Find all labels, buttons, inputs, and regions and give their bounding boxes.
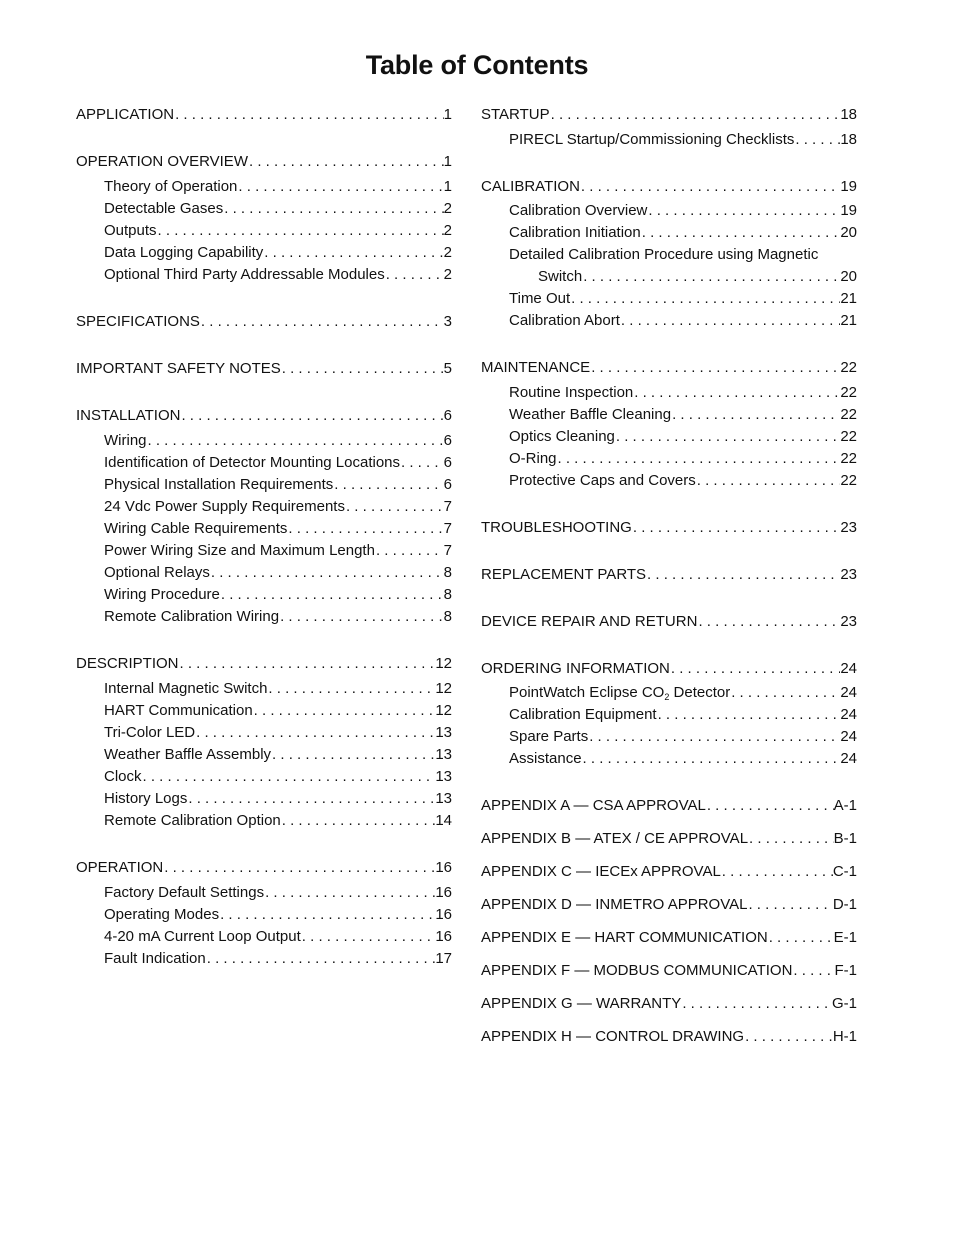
leader-dots: [271, 744, 435, 766]
leader-dots: [590, 357, 840, 379]
toc-entry-label: Routine Inspection: [509, 384, 634, 401]
toc-subentry[interactable]: [76, 904, 452, 926]
toc-entry-label: APPENDIX F — MODBUS COMMUNICATION: [481, 962, 793, 979]
leader-dots: [748, 828, 834, 850]
toc-entry[interactable]: [481, 960, 857, 982]
toc-entry-label: Remote Calibration Option: [104, 812, 281, 829]
toc-entry-label: DESCRIPTION: [76, 655, 179, 672]
toc-subentry[interactable]: [481, 310, 857, 332]
toc-subentry[interactable]: [76, 220, 452, 242]
toc-entry-label: Remote Calibration Wiring: [104, 608, 280, 625]
toc-entry[interactable]: [481, 795, 857, 817]
leader-dots: [768, 927, 834, 949]
toc-entry-label: APPENDIX G — WARRANTY: [481, 995, 682, 1012]
toc-entry-page: 24: [840, 728, 857, 745]
toc-entry-page: 1: [443, 153, 452, 170]
leader-dots: [550, 104, 841, 126]
toc-entry-label: Wiring: [104, 432, 147, 449]
leader-dots: [696, 470, 841, 492]
toc-subentry[interactable]: [76, 678, 452, 700]
toc-entry-page: B-1: [833, 830, 857, 847]
toc-entry-page: 24: [840, 684, 857, 701]
toc-entry-label: Calibration Overview: [509, 202, 648, 219]
toc-entry-label: Wiring Procedure: [104, 586, 220, 603]
toc-entry-label: Optics Cleaning: [509, 428, 615, 445]
toc-entry-label: Assistance: [509, 750, 582, 767]
toc-entry-page: 13: [435, 790, 452, 807]
leader-dots: [219, 904, 435, 926]
toc-entry[interactable]: [76, 405, 452, 427]
toc-entry[interactable]: [76, 653, 452, 675]
toc-entry-label: Calibration Equipment: [509, 706, 657, 723]
page-title: Table of Contents: [365, 50, 589, 80]
toc-entry[interactable]: [481, 357, 857, 379]
leader-dots: [647, 200, 840, 222]
toc-entry[interactable]: [481, 861, 857, 883]
toc-entry-label: 24 Vdc Power Supply Requirements: [104, 498, 345, 515]
toc-entry-label: Optional Relays: [104, 564, 210, 581]
leader-dots: [706, 795, 834, 817]
toc-entry-page: 13: [435, 746, 452, 763]
toc-entry-label: APPENDIX B — ATEX / CE APPROVAL: [481, 830, 749, 847]
toc-subentry[interactable]: [481, 748, 857, 770]
toc-entry-label: IMPORTANT SAFETY NOTES: [76, 360, 281, 377]
toc-subentry[interactable]: [76, 882, 452, 904]
toc-entry-label: APPENDIX A — CSA APPROVAL: [481, 797, 706, 814]
leader-dots: [147, 430, 444, 452]
toc-entry-label: APPLICATION: [76, 106, 175, 123]
toc-entry[interactable]: [481, 828, 857, 850]
leader-dots: [187, 788, 435, 810]
leader-dots: [263, 242, 443, 264]
toc-entry-label: SPECIFICATIONS: [76, 313, 200, 330]
leader-dots: [633, 382, 840, 404]
toc-entry-page: 12: [435, 680, 452, 697]
leader-dots: [744, 1026, 833, 1048]
toc-entry-page: 22: [840, 428, 857, 445]
toc-entry[interactable]: [481, 611, 857, 633]
toc-subentry[interactable]: [76, 198, 452, 220]
toc-entry-page: 23: [840, 613, 857, 630]
toc-entry-label: PIRECL Startup/Commissioning Checklists: [509, 131, 795, 148]
leader-dots: [206, 948, 436, 970]
toc-entry-page: 20: [840, 268, 857, 285]
toc-subentry[interactable]: [76, 700, 452, 722]
leader-dots: [582, 266, 840, 288]
leader-dots: [200, 311, 444, 333]
leader-dots: [557, 448, 841, 470]
toc-entry-label: Outputs: [104, 222, 157, 239]
leader-dots: [646, 564, 840, 586]
leader-dots: [400, 452, 444, 474]
leader-dots: [179, 653, 436, 675]
leader-dots: [570, 288, 840, 310]
toc-entry-page: 12: [435, 702, 452, 719]
subscript: 2: [664, 692, 670, 702]
toc-entry-page: 24: [840, 660, 857, 677]
toc-entry-label: Optional Third Party Addressable Modules: [104, 266, 385, 283]
toc-entry-page: 18: [840, 106, 857, 123]
toc-subentry[interactable]: [481, 704, 857, 726]
leader-dots: [345, 496, 444, 518]
leader-dots: [281, 358, 444, 380]
toc-entry-label: Fault Indication: [104, 950, 206, 967]
toc-subentry[interactable]: [76, 722, 452, 744]
leader-dots: [142, 766, 436, 788]
toc-subentry[interactable]: [76, 810, 452, 832]
leader-dots: [180, 405, 443, 427]
toc-entry-label: OPERATION OVERVIEW: [76, 153, 248, 170]
toc-entry-label: OPERATION: [76, 859, 164, 876]
toc-entry-page: 18: [840, 131, 857, 148]
toc-entry[interactable]: [481, 1026, 857, 1048]
toc-subentry[interactable]: [481, 426, 857, 448]
leader-dots: [157, 220, 444, 242]
leader-dots: [632, 517, 840, 539]
toc-column-left: [76, 104, 452, 970]
toc-entry[interactable]: [76, 104, 452, 126]
toc-entry-page: 2: [443, 244, 452, 261]
leader-dots: [220, 584, 444, 606]
toc-entry-page: 7: [443, 542, 452, 559]
toc-entry-page: 19: [840, 178, 857, 195]
leader-dots: [375, 540, 444, 562]
toc-entry-label: Weather Baffle Cleaning: [509, 406, 672, 423]
leader-dots: [223, 198, 443, 220]
toc-entry-label: REPLACEMENT PARTS: [481, 566, 647, 583]
toc-entry-page: 16: [435, 906, 452, 923]
leader-dots: [794, 129, 840, 151]
toc-entry-label-part: Detector: [669, 684, 731, 701]
toc-entry-label: History Logs: [104, 790, 188, 807]
toc-subentry[interactable]: [76, 264, 452, 286]
toc-subentry[interactable]: [76, 540, 452, 562]
leader-dots: [301, 926, 436, 948]
toc-subentry[interactable]: [76, 430, 452, 452]
leader-dots: [657, 704, 841, 726]
toc-entry-label: Weather Baffle Assembly: [104, 746, 272, 763]
leader-dots: [580, 176, 840, 198]
toc-subentry[interactable]: [76, 496, 452, 518]
toc-subentry[interactable]: [481, 470, 857, 492]
toc-entry-page: C-1: [832, 863, 857, 880]
toc-subentry[interactable]: [76, 176, 452, 198]
toc-entry-page: 22: [840, 384, 857, 401]
leader-dots: [267, 678, 435, 700]
toc-entry-page: 6: [443, 432, 452, 449]
toc-entry-label: Detailed Calibration Procedure using Magnetic: [509, 246, 819, 263]
leader-dots: [264, 882, 435, 904]
toc-entry-page: 23: [840, 519, 857, 536]
toc-entry[interactable]: [76, 311, 452, 333]
toc-subentry[interactable]: [76, 474, 452, 496]
toc-entry-page: 5: [443, 360, 452, 377]
toc-entry-page: 2: [443, 200, 452, 217]
toc-entry[interactable]: [481, 564, 857, 586]
leader-dots: [641, 222, 841, 244]
leader-dots: [253, 700, 436, 722]
toc-entry-label: STARTUP: [481, 106, 550, 123]
toc-entry-page: 21: [840, 290, 857, 307]
toc-subentry[interactable]: [481, 200, 857, 222]
toc-entry-label: Calibration Initiation: [509, 224, 641, 241]
toc-entry-label: ORDERING INFORMATION: [481, 660, 670, 677]
leader-dots: [721, 861, 833, 883]
leader-dots: [697, 611, 840, 633]
leader-dots: [582, 748, 841, 770]
toc-entry-label: Data Logging Capability: [104, 244, 264, 261]
toc-entry[interactable]: [481, 658, 857, 680]
toc-entry-page: 22: [840, 359, 857, 376]
toc-entry-page: 6: [443, 454, 452, 471]
toc-entry[interactable]: [76, 857, 452, 879]
leader-dots: [792, 960, 834, 982]
toc-entry-page: 8: [443, 608, 452, 625]
toc-subentry[interactable]: [76, 744, 452, 766]
toc-entry-label: CALIBRATION: [481, 178, 580, 195]
leader-dots: [333, 474, 443, 496]
toc-subentry[interactable]: [76, 766, 452, 788]
toc-entry-page: 6: [443, 476, 452, 493]
toc-subentry[interactable]: [76, 926, 452, 948]
toc-entry-page: 8: [443, 564, 452, 581]
toc-entry[interactable]: [481, 176, 857, 198]
toc-entry-page: 22: [840, 406, 857, 423]
toc-subentry[interactable]: [76, 242, 452, 264]
toc-entry-page: 13: [435, 724, 452, 741]
toc-entry-page: 8: [443, 586, 452, 603]
toc-entry-label: INSTALLATION: [76, 407, 181, 424]
toc-entry-label: 4-20 mA Current Loop Output: [104, 928, 301, 945]
toc-entry-label: Clock: [104, 768, 142, 785]
toc-entry-label: TROUBLESHOOTING: [481, 519, 632, 536]
toc-entry[interactable]: [76, 151, 452, 173]
toc-entry-label: APPENDIX D — INMETRO APPROVAL: [481, 896, 748, 913]
toc-subentry[interactable]: [481, 682, 857, 704]
toc-subentry[interactable]: [481, 448, 857, 470]
toc-entry-label: Identification of Detector Mounting Locations: [104, 454, 401, 471]
toc-entry-label: Power Wiring Size and Maximum Length: [104, 542, 375, 559]
toc-entry-label-part: PointWatch Eclipse CO: [509, 684, 665, 701]
toc-entry-page: D-1: [832, 896, 857, 913]
toc-entry-label: MAINTENANCE: [481, 359, 591, 376]
toc-subentry[interactable]: [76, 562, 452, 584]
toc-entry-label: APPENDIX E — HART COMMUNICATION: [481, 929, 768, 946]
leader-dots: [588, 726, 840, 748]
toc-entry-page: H-1: [832, 1028, 857, 1045]
toc-entry-label: O-Ring: [509, 450, 557, 467]
toc-subentry[interactable]: [481, 404, 857, 426]
toc-entry[interactable]: [76, 358, 452, 380]
toc-subentry[interactable]: [481, 222, 857, 244]
toc-entry-label: HART Communication: [104, 702, 253, 719]
toc-entry-page: 19: [840, 202, 857, 219]
toc-entry-label: Operating Modes: [104, 906, 220, 923]
leader-dots: [620, 310, 840, 332]
toc-entry-label: Wiring Cable Requirements: [104, 520, 288, 537]
toc-entry-page: 7: [443, 498, 452, 515]
leader-dots: [210, 562, 444, 584]
toc-entry-label: Calibration Abort: [509, 312, 620, 329]
toc-entry-page: 2: [443, 266, 452, 283]
toc-entry[interactable]: [481, 894, 857, 916]
toc-entry-page: A-1: [833, 797, 857, 814]
toc-subentry[interactable]: [481, 244, 857, 288]
toc-entry-page: E-1: [833, 929, 857, 946]
toc-subentry[interactable]: [76, 948, 452, 970]
leader-dots: [281, 810, 436, 832]
toc-entry-label: Factory Default Settings: [104, 884, 265, 901]
leader-dots: [670, 658, 840, 680]
toc-subentry[interactable]: [76, 606, 452, 628]
leader-dots: [385, 264, 444, 286]
toc-subentry[interactable]: [481, 726, 857, 748]
leader-dots: [747, 894, 832, 916]
toc-subentry[interactable]: [481, 382, 857, 404]
toc-entry[interactable]: [481, 517, 857, 539]
leader-dots: [163, 857, 435, 879]
toc-entry-label-continued: Switch: [538, 268, 583, 285]
toc-entry-page: 2: [443, 222, 452, 239]
toc-entry[interactable]: [481, 927, 857, 949]
toc-entry-page: 22: [840, 450, 857, 467]
toc-entry-label: Theory of Operation: [104, 178, 238, 195]
toc-subentry[interactable]: [481, 288, 857, 310]
leader-dots: [248, 151, 444, 173]
toc-entry-label: Detectable Gases: [104, 200, 224, 217]
leader-dots: [195, 722, 435, 744]
leader-dots: [615, 426, 840, 448]
toc-entry-page: 7: [443, 520, 452, 537]
toc-entry-label: Internal Magnetic Switch: [104, 680, 268, 697]
toc-entry-page: 1: [443, 178, 452, 195]
toc-entry-label: Protective Caps and Covers: [509, 472, 696, 489]
toc-entry-page: 24: [840, 706, 857, 723]
toc-entry-label: APPENDIX H — CONTROL DRAWING: [481, 1028, 745, 1045]
toc-entry-label: Physical Installation Requirements: [104, 476, 334, 493]
leader-dots: [237, 176, 443, 198]
leader-dots: [287, 518, 443, 540]
toc-subentry[interactable]: [76, 452, 452, 474]
toc-entry-page: 14: [435, 812, 452, 829]
toc-entry-page: 3: [443, 313, 452, 330]
toc-entry-page: 16: [435, 884, 452, 901]
toc-entry-page: 16: [435, 928, 452, 945]
toc-entry-page: 22: [840, 472, 857, 489]
toc-entry-page: 20: [840, 224, 857, 241]
toc-subentry[interactable]: [76, 584, 452, 606]
toc-entry-page: 23: [840, 566, 857, 583]
toc-entry-label: DEVICE REPAIR AND RETURN: [481, 613, 698, 630]
toc-entry-page: 17: [435, 950, 452, 967]
toc-entry-page: 13: [435, 768, 452, 785]
toc-entry-page: 24: [840, 750, 857, 767]
toc-entry-page: G-1: [831, 995, 857, 1012]
toc-entry-label: APPENDIX C — IECEx APPROVAL: [481, 863, 721, 880]
toc-entry-page: 12: [435, 655, 452, 672]
toc-entry-label: Spare Parts: [509, 728, 589, 745]
toc-entry-page: 21: [840, 312, 857, 329]
toc-subentry[interactable]: [481, 129, 857, 151]
leader-dots: [671, 404, 840, 426]
toc-entry-page: 6: [443, 407, 452, 424]
toc-subentry[interactable]: [76, 788, 452, 810]
toc-entry-label: Time Out: [509, 290, 571, 307]
toc-entry-page: F-1: [834, 962, 857, 979]
leader-dots: [174, 104, 444, 126]
leader-dots: [730, 682, 840, 704]
toc-entry-label: Tri-Color LED: [104, 724, 196, 741]
toc-entry[interactable]: [481, 993, 857, 1015]
toc-entry-page: 16: [435, 859, 452, 876]
leader-dots: [279, 606, 444, 628]
toc-entry-page: 1: [443, 106, 452, 123]
toc-subentry[interactable]: [76, 518, 452, 540]
leader-dots: [681, 993, 832, 1015]
toc-entry[interactable]: [481, 104, 857, 126]
toc-column-right: [481, 104, 857, 1048]
